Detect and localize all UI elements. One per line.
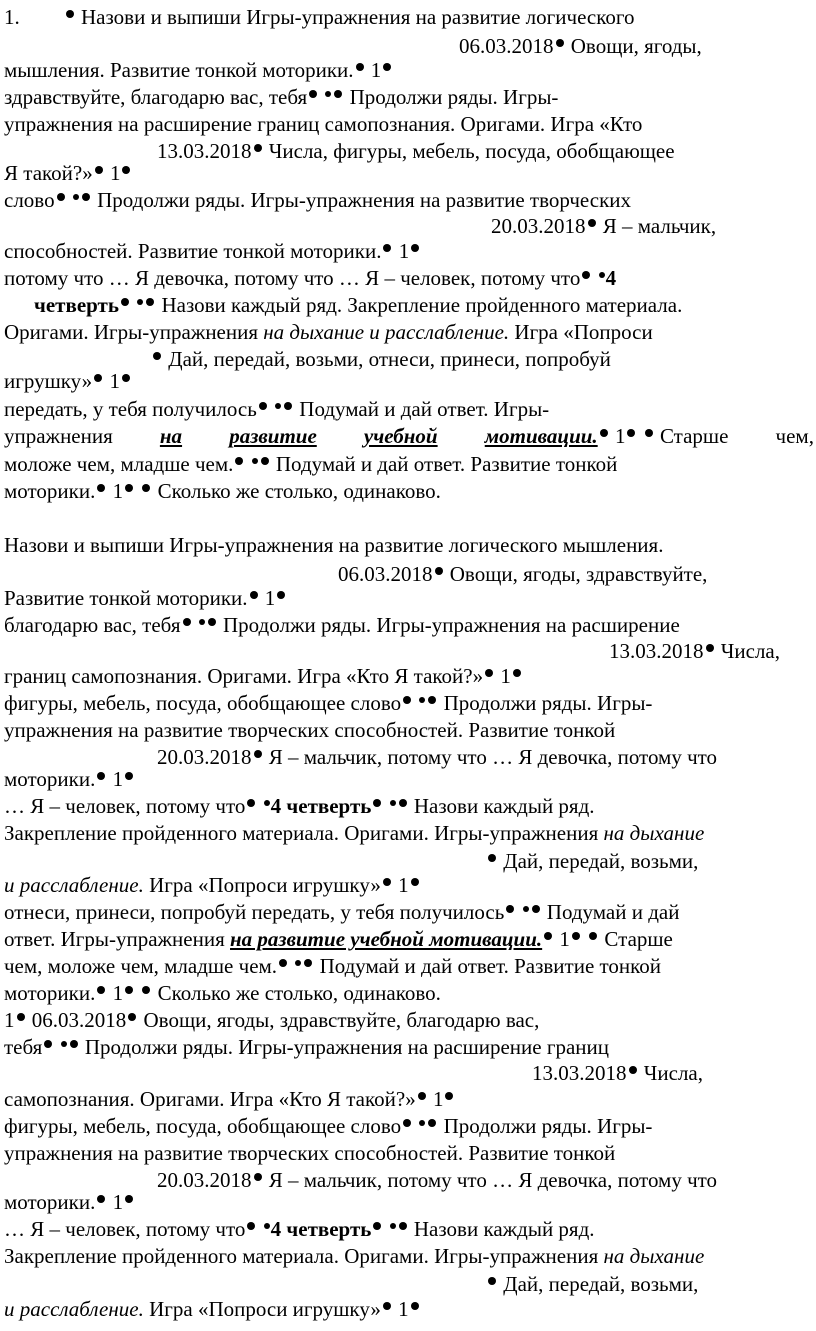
- bullet-icon: [153, 352, 161, 360]
- bullet-icon: [235, 457, 243, 465]
- text: Числа,: [720, 639, 781, 663]
- bullet-icon: [418, 1092, 426, 1100]
- number: 4: [270, 794, 282, 818]
- bullet-icon: [629, 1066, 637, 1074]
- bullet-icon: [254, 1173, 262, 1181]
- bullet-icon: [399, 799, 407, 807]
- bullet-icon: [97, 772, 105, 780]
- text: моторики.: [4, 479, 96, 503]
- b3-line-8: [4, 1189, 135, 1215]
- b2-line-1: [4, 532, 663, 558]
- bullet-icon: [97, 484, 105, 492]
- bullet-icon: [582, 271, 590, 279]
- b3-line-10: [4, 1243, 704, 1269]
- text: упражнения: [4, 424, 113, 448]
- bold-text: четверть: [286, 1217, 372, 1241]
- date: 20.03.2018: [157, 745, 252, 769]
- date: 06.03.2018: [31, 1008, 127, 1032]
- b2-line-16: [4, 926, 673, 952]
- bullet-icon: [572, 932, 580, 940]
- bullet-icon: [264, 800, 270, 806]
- b1-line-8: [4, 187, 631, 213]
- text: Закрепление пройденного материала. Оригами. Игры-упражнения: [4, 1244, 599, 1268]
- number: 1: [398, 1297, 409, 1321]
- bullet-icon: [390, 800, 396, 806]
- b2-line-8: [4, 717, 615, 743]
- text: Оригами. Игры-упражнения: [4, 320, 259, 344]
- bullet-icon: [403, 1119, 411, 1127]
- bullet-icon: [44, 1040, 52, 1048]
- bullet-icon: [264, 1223, 270, 1229]
- bullet-icon: [373, 799, 381, 807]
- b2-line-11: [4, 793, 595, 819]
- b2-line-15: [4, 899, 679, 925]
- bullet-icon: [137, 299, 143, 305]
- bullet-icon: [645, 429, 653, 437]
- bullet-icon: [122, 374, 130, 382]
- b3-line-5: [4, 1113, 652, 1139]
- b2-line-18: [4, 980, 441, 1006]
- text: игрушку»: [4, 369, 93, 393]
- bullet-icon: [309, 90, 317, 98]
- text: Подумай и дай: [546, 900, 680, 924]
- bullet-icon: [390, 1223, 396, 1229]
- underlined-text: на развитие учебной мотивации.: [230, 927, 543, 951]
- bullet-icon: [411, 244, 419, 252]
- text: Продолжи ряды. Игры-: [349, 85, 559, 109]
- bullet-icon: [142, 484, 150, 492]
- b1-line-11: [4, 265, 616, 291]
- text: Назови каждый ряд.: [413, 794, 595, 818]
- number: 1: [4, 1008, 15, 1032]
- b2-line-5: [609, 638, 780, 664]
- bullet-icon: [544, 932, 552, 940]
- text: Назови каждый ряд. Закрепление пройденного материала.: [161, 293, 683, 317]
- text: Продолжи ряды. Игры-упражнения на развитие творческих: [97, 188, 632, 212]
- text: самопознания. Оригами. Игра «Кто Я такой?»: [4, 1087, 416, 1111]
- bullet-icon: [419, 1120, 425, 1126]
- text: Числа, фигуры, мебель, посуда, обобщающее: [268, 139, 675, 163]
- bullet-icon: [428, 1119, 436, 1127]
- bullet-icon: [252, 458, 258, 464]
- b2-line-2: [338, 561, 707, 587]
- b3-line-2: [4, 1034, 609, 1060]
- text: моторики.: [4, 981, 96, 1005]
- b1-line-16: [4, 396, 549, 422]
- b1-line-3: [4, 57, 393, 83]
- bullet-icon: [506, 905, 514, 913]
- bullet-icon: [383, 1302, 391, 1310]
- text: Овощи, ягоды, здравствуйте, благодарю вас,: [143, 1008, 540, 1032]
- text: Подумай и дай ответ. Игры-: [299, 397, 550, 421]
- b2-line-6: [4, 663, 523, 689]
- b1-line-1: [4, 4, 634, 30]
- bullet-icon: [383, 244, 391, 252]
- bullet-icon: [304, 959, 312, 967]
- bullet-icon: [125, 1195, 133, 1203]
- underlined-text: учебной: [363, 424, 438, 448]
- bullet-icon: [419, 697, 425, 703]
- b1-line-18: [4, 451, 617, 477]
- underlined-text: развитие: [229, 424, 317, 448]
- list-number: 1.: [4, 5, 20, 29]
- text: слово: [4, 188, 55, 212]
- b1-line-7: [4, 160, 132, 186]
- bullet-icon: [325, 91, 331, 97]
- date: 06.03.2018: [459, 34, 554, 58]
- text: Старше: [659, 424, 729, 448]
- text: Дай, передай, возьми, отнеси, принеси, попробуй: [168, 347, 611, 371]
- text: Сколько же столько, одинаково.: [157, 981, 441, 1005]
- bullet-icon: [277, 591, 285, 599]
- bullet-icon: [445, 1092, 453, 1100]
- b2-line-7: [4, 690, 652, 716]
- number: 1: [112, 479, 124, 503]
- date: 13.03.2018: [157, 139, 252, 163]
- text: Дай, передай, возьми,: [503, 1272, 699, 1296]
- bullet-icon: [428, 696, 436, 704]
- bullet-icon: [254, 750, 262, 758]
- text: … Я – человек, потому что: [4, 1217, 246, 1241]
- bullet-icon: [95, 166, 103, 174]
- b1-line-19: [4, 478, 441, 504]
- number: 4: [605, 266, 617, 290]
- text: ответ. Игры-упражнения: [4, 927, 225, 951]
- number: 1: [432, 1087, 444, 1111]
- bullet-icon: [373, 1222, 381, 1230]
- bullet-icon: [82, 193, 90, 201]
- number: 1: [614, 424, 626, 448]
- text: благодарю вас, тебя: [4, 613, 181, 637]
- text: Я – мальчик,: [602, 214, 717, 238]
- bullet-icon: [125, 986, 133, 994]
- bold-text: четверть: [34, 293, 119, 317]
- bullet-icon: [411, 878, 419, 886]
- b3-line-11: [486, 1271, 698, 1297]
- text: Старше: [604, 927, 673, 951]
- date: 06.03.2018: [338, 562, 433, 586]
- text: Числа,: [643, 1061, 704, 1085]
- b2-line-4: [4, 612, 680, 638]
- bullet-icon: [183, 618, 191, 626]
- number: 4: [270, 1217, 282, 1241]
- b2-line-3: [4, 585, 287, 611]
- bullet-icon: [250, 591, 258, 599]
- bullet-icon: [259, 402, 267, 410]
- bullet-icon: [122, 166, 130, 174]
- text: упражнения на развитие творческих способностей. Развитие тонкой: [4, 718, 616, 742]
- b2-line-13: [486, 848, 698, 874]
- bullet-icon: [97, 1195, 105, 1203]
- bullet-icon: [488, 854, 496, 862]
- text: Развитие тонкой моторики.: [4, 586, 248, 610]
- text: упражнения на развитие творческих способностей. Развитие тонкой: [4, 1141, 616, 1165]
- date: 20.03.2018: [491, 214, 586, 238]
- bullet-icon: [589, 932, 597, 940]
- bullet-icon: [61, 1041, 67, 1047]
- b3-line-1: [4, 1007, 539, 1033]
- bullet-icon: [247, 1222, 255, 1230]
- number: 1: [559, 927, 570, 951]
- bullet-icon: [556, 39, 564, 47]
- bullet-icon: [435, 567, 443, 575]
- text: потому что … Я девочка, потому что … Я – человек, потому что: [4, 266, 581, 290]
- b3-line-7: [157, 1167, 717, 1193]
- b1-line-10: [4, 238, 421, 264]
- bullet-icon: [399, 1222, 407, 1230]
- text: границ самопознания. Оригами. Игра «Кто Я такой?»: [4, 664, 484, 688]
- text: фигуры, мебель, посуда, обобщающее слово: [4, 1114, 402, 1138]
- text: Овощи, ягоды, здравствуйте,: [449, 562, 708, 586]
- b2-line-17: [4, 953, 661, 979]
- bullet-icon: [247, 799, 255, 807]
- b2-line-12: [4, 820, 704, 846]
- text: чем,: [775, 424, 814, 448]
- b1-line-6: [157, 138, 675, 164]
- bullet-icon: [97, 986, 105, 994]
- text: здравствуйте, благодарю вас, тебя: [4, 85, 308, 109]
- number: 1: [398, 239, 410, 263]
- number: 1: [500, 664, 511, 688]
- text: Подумай и дай ответ. Развитие тонкой: [319, 954, 662, 978]
- bullet-icon: [261, 457, 269, 465]
- bullet-icon: [627, 429, 635, 437]
- text: моторики.: [4, 1190, 96, 1214]
- text: … Я – человек, потому что: [4, 794, 246, 818]
- bullet-icon: [599, 272, 605, 278]
- b3-line-9: [4, 1216, 595, 1242]
- bullet-icon: [334, 90, 342, 98]
- bullet-icon: [588, 219, 596, 227]
- bullet-icon: [706, 644, 714, 652]
- number: 1: [112, 981, 124, 1005]
- text: Я такой?»: [4, 161, 93, 185]
- number: 1: [264, 586, 276, 610]
- text: чем, моложе чем, младше чем.: [4, 954, 278, 978]
- text: Игра «Попроси игрушку»: [149, 1297, 381, 1321]
- number: 1: [109, 369, 120, 393]
- text: моторики.: [4, 767, 96, 791]
- text: Я – мальчик, потому что … Я девочка, потому что: [268, 745, 718, 769]
- b2-line-9: [157, 744, 717, 770]
- bullet-icon: [70, 1040, 78, 1048]
- italic-text: на дыхание и расслабление.: [263, 320, 510, 344]
- text: способностей. Развитие тонкой моторики.: [4, 239, 382, 263]
- text: упражнения на расширение границ самопознания. Оригами. Игра «Кто: [4, 112, 643, 136]
- bullet-icon: [275, 403, 281, 409]
- text: Продолжи ряды. Игры-: [443, 691, 653, 715]
- b3-line-12: [4, 1296, 421, 1322]
- text: Назови каждый ряд.: [413, 1217, 595, 1241]
- bullet-icon: [284, 402, 292, 410]
- bullet-icon: [208, 618, 216, 626]
- text: фигуры, мебель, посуда, обобщающее слово: [4, 691, 402, 715]
- text: Сколько же столько, одинаково.: [157, 479, 441, 503]
- number: 1: [398, 873, 409, 897]
- text: передать, у тебя получилось: [4, 397, 257, 421]
- text: Дай, передай, возьми,: [503, 849, 699, 873]
- bullet-icon: [532, 905, 540, 913]
- text: отнеси, принеси, попробуй передать, у тебя получилось: [4, 900, 505, 924]
- b3-line-6: [4, 1140, 615, 1166]
- bullet-icon: [254, 144, 262, 152]
- b1-line-2: [459, 33, 702, 59]
- text: моложе чем, младше чем.: [4, 452, 234, 476]
- bullet-icon: [199, 619, 205, 625]
- b1-line-17: [4, 423, 814, 449]
- bullet-icon: [17, 1013, 25, 1021]
- bullet-icon: [383, 878, 391, 886]
- date: 20.03.2018: [157, 1168, 252, 1192]
- italic-text: и расслабление.: [4, 873, 144, 897]
- number: 1: [370, 58, 382, 82]
- bullet-icon: [356, 63, 364, 71]
- b1-line-4: [4, 84, 558, 110]
- text: Продолжи ряды. Игры-упражнения на расширение границ: [84, 1035, 609, 1059]
- text: Закрепление пройденного материала. Оригами. Игры-упражнения: [4, 821, 599, 845]
- b2-line-10: [4, 766, 135, 792]
- text: Я – мальчик, потому что … Я девочка, потому что: [268, 1168, 718, 1192]
- text: Назови и выпиши Игры-упражнения на развитие логического мышления.: [4, 533, 664, 557]
- bullet-icon: [279, 959, 287, 967]
- b1-line-5: [4, 111, 642, 137]
- bullet-icon: [121, 298, 129, 306]
- bullet-icon: [94, 374, 102, 382]
- b1-line-9: [491, 213, 716, 239]
- number: 1: [112, 1190, 124, 1214]
- text: Овощи, ягоды,: [570, 34, 702, 58]
- bullet-icon: [125, 484, 133, 492]
- b1-line-14: [151, 346, 611, 372]
- bullet-icon: [523, 906, 529, 912]
- number: 1: [109, 161, 121, 185]
- text: Подумай и дай ответ. Развитие тонкой: [275, 452, 618, 476]
- bullet-icon: [411, 1302, 419, 1310]
- b1-line-15: [4, 368, 132, 394]
- text: мышления. Развитие тонкой моторики.: [4, 58, 354, 82]
- bullet-icon: [73, 194, 79, 200]
- text: Продолжи ряды. Игры-упражнения на расширение: [223, 613, 680, 637]
- italic-text: на дыхание: [603, 1244, 705, 1268]
- underlined-text: на: [159, 424, 183, 448]
- bullet-icon: [128, 1013, 136, 1021]
- text: тебя: [4, 1035, 43, 1059]
- b1-line-12: [34, 292, 682, 318]
- bullet-icon: [146, 298, 154, 306]
- underlined-text: мотивации.: [484, 424, 598, 448]
- text: Игра «Попроси игрушку»: [149, 873, 381, 897]
- date: 13.03.2018: [609, 639, 704, 663]
- bullet-icon: [403, 696, 411, 704]
- date: 13.03.2018: [532, 1061, 627, 1085]
- bullet-icon: [485, 669, 493, 677]
- bold-text: четверть: [286, 794, 372, 818]
- bullet-icon: [142, 986, 150, 994]
- italic-text: на дыхание: [603, 821, 705, 845]
- b3-line-3: [532, 1060, 703, 1086]
- bullet-icon: [600, 429, 608, 437]
- bullet-icon: [513, 669, 521, 677]
- text: Игра «Попроси: [514, 320, 653, 344]
- italic-text: и расслабление.: [4, 1297, 144, 1321]
- text: Продолжи ряды. Игры-: [443, 1114, 653, 1138]
- b3-line-4: [4, 1086, 455, 1112]
- bullet-icon: [125, 772, 133, 780]
- bullet-icon: [488, 1277, 496, 1285]
- bullet-icon: [66, 10, 74, 18]
- bullet-icon: [295, 960, 301, 966]
- bullet-icon: [383, 63, 391, 71]
- text: Назови и выпиши Игры-упражнения на развитие логического: [81, 5, 635, 29]
- b2-line-14: [4, 872, 421, 898]
- number: 1: [112, 767, 124, 791]
- b1-line-13: [4, 319, 653, 345]
- bullet-icon: [57, 193, 65, 201]
